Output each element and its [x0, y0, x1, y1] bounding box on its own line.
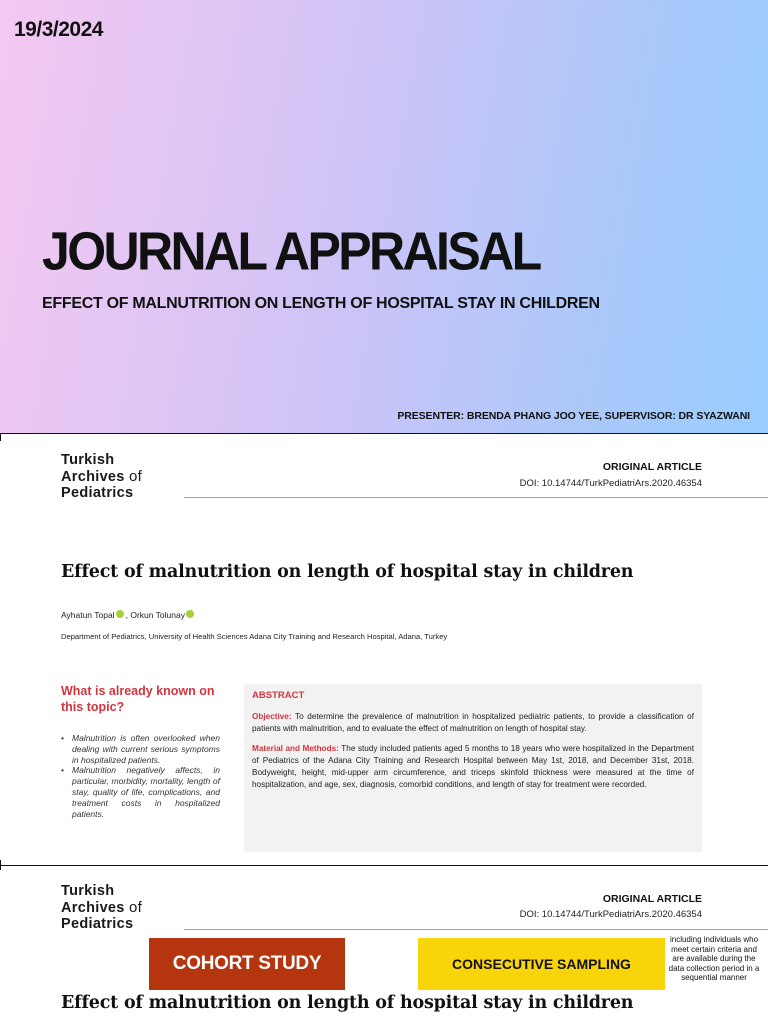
divider — [0, 865, 768, 866]
abstract-box — [244, 684, 702, 852]
slide-subtitle: EFFECT OF MALNUTRITION ON LENGTH OF HOSPITAL STAY IN CHILDREN — [42, 295, 600, 312]
article-type: ORIGINAL ARTICLE — [602, 893, 702, 905]
journal-logo: Turkish Archives of Pediatrics — [61, 452, 143, 501]
list-item: • Malnutrition negatively affects, in particular, morbidity, mortality, length of stay, quality of life, complications, and treatment costs in hospitalized patients. — [60, 765, 220, 819]
header-rule — [184, 497, 768, 498]
divider-tick — [0, 860, 1, 870]
title-slide — [0, 0, 768, 433]
sampling-note: including individuals who meet certain criteria and are available during the data collection period in a sequential manner — [668, 935, 760, 983]
consecutive-sampling-tag: CONSECUTIVE SAMPLING — [418, 938, 665, 990]
article-title: Effect of malnutrition on length of hospital stay in children — [61, 993, 634, 1013]
known-topic-list — [60, 733, 220, 819]
author-list: Ayhatun Topal , Orkun Tolunay — [61, 610, 196, 620]
abstract-methods: Material and Methods: The study included patients aged 5 months to 18 years who were hospitalized in the Department of Pediatrics of the Adana City Training and Research Hospital between May 1st, 2018, and December 31st, 2018. Bodyweight, height, mid-upper arm circumference, and triceps skinfold thickness were measured at the time of hospitalization, and age, sex, diagnosis, comorbid conditions, and length of stay for treatment were recorded. — [252, 744, 694, 789]
orcid-icon — [116, 610, 124, 618]
author-name: Orkun Tolunay — [130, 610, 185, 620]
header-rule — [184, 929, 768, 930]
orcid-icon — [186, 610, 194, 618]
abstract-objective: Objective: To determine the prevalence of malnutrition in hospitalized pediatric patients, to provide a classification of patients with malnutrition, and to evaluate the effect of malnutrition on length of hospital stay. — [252, 712, 694, 733]
slide-title: JOURNAL APPRAISAL — [42, 220, 540, 282]
author-name: Ayhatun Topal — [61, 610, 115, 620]
list-item: • Malnutrition is often overlooked when dealing with current serious symptoms in hospitalized patients. — [60, 733, 220, 765]
affiliation: Department of Pediatrics, University of Health Sciences Adana City Training and Research Hospital, Adana, Turkey — [61, 632, 448, 641]
presenter-line: PRESENTER: BRENDA PHANG JOO YEE, SUPERVISOR: DR SYAZWANI — [397, 410, 750, 422]
doi-text: DOI: 10.14744/TurkPediatriArs.2020.46354 — [519, 478, 702, 489]
abstract-heading: ABSTRACT — [252, 690, 305, 701]
article-title: Effect of malnutrition on length of hospital stay in children — [61, 562, 634, 582]
presentation-date: 19/3/2024 — [14, 18, 103, 41]
known-topic-heading: What is already known on this topic? — [61, 684, 215, 714]
article-annotated-page — [0, 874, 768, 1024]
article-first-page — [0, 441, 768, 863]
doi-text: DOI: 10.14744/TurkPediatriArs.2020.46354 — [519, 909, 702, 920]
cohort-study-tag: COHORT STUDY — [149, 938, 345, 990]
article-type: ORIGINAL ARTICLE — [602, 461, 702, 473]
divider — [0, 433, 768, 434]
journal-logo: Turkish Archives of Pediatrics — [61, 883, 143, 932]
